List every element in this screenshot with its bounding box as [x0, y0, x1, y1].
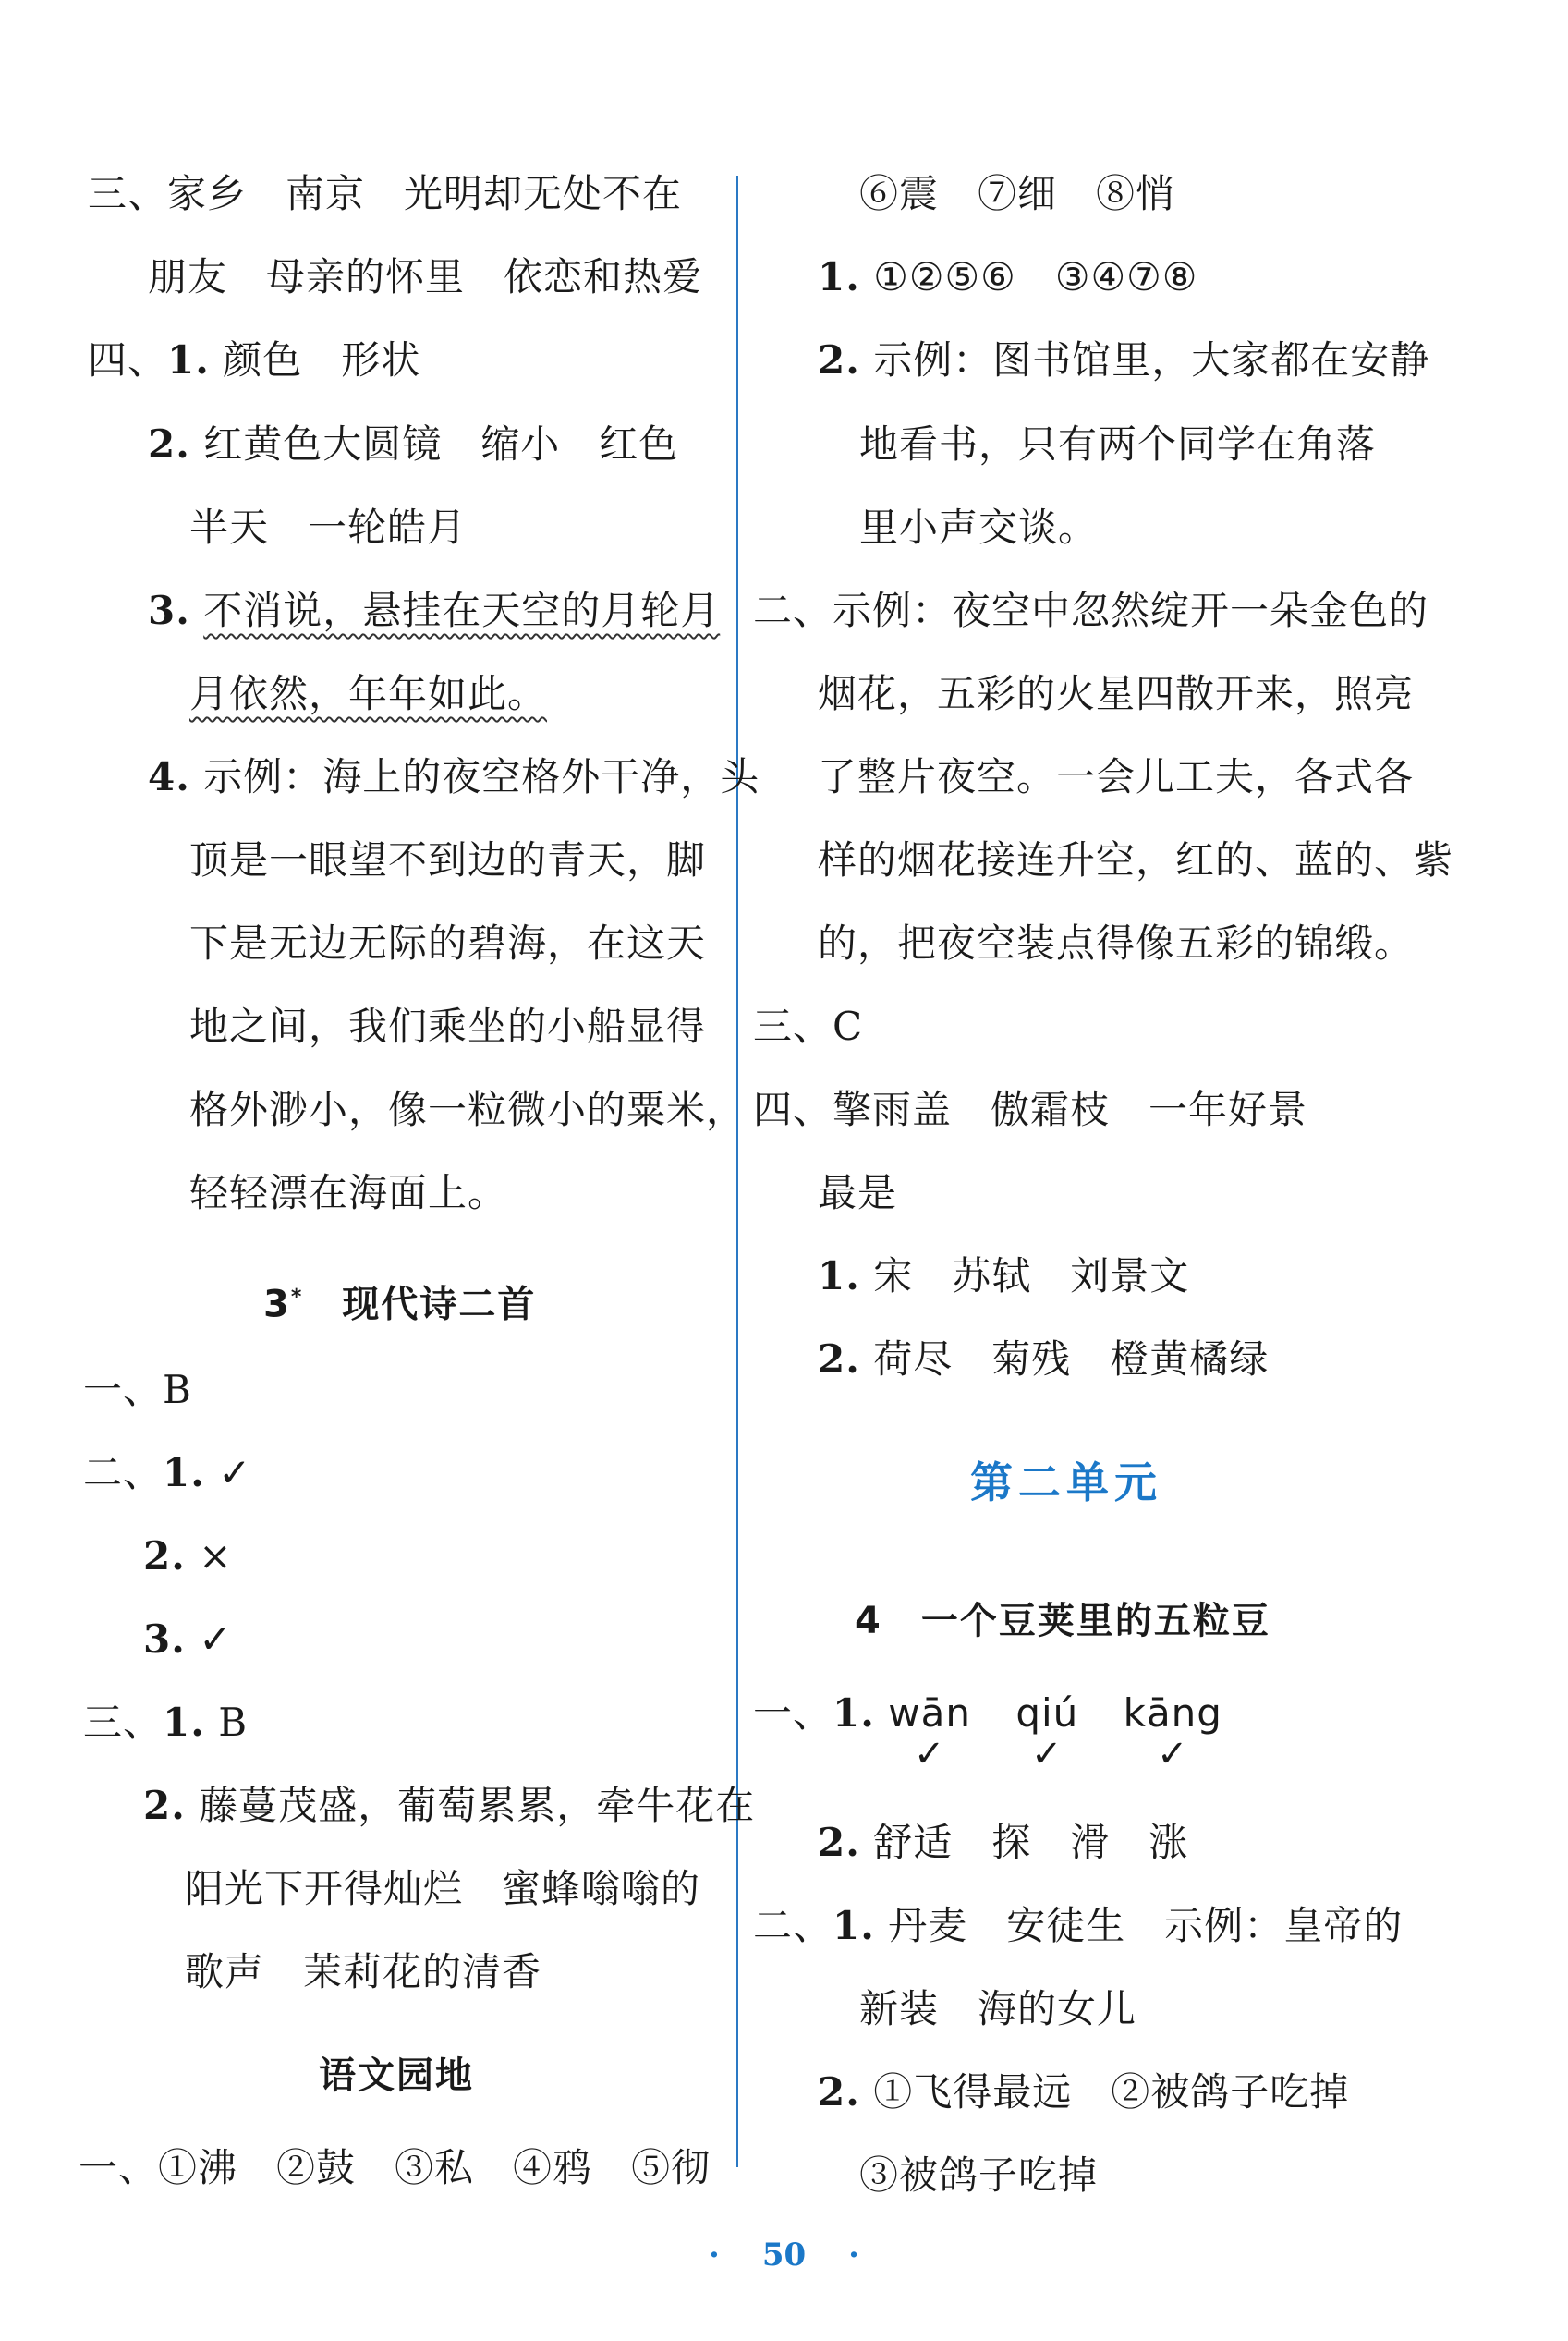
answer-line: 四、擎雨盖 傲霜枝 一年好景	[753, 1087, 1308, 1132]
section-heading: 4 一个豆荚里的五粒豆	[855, 1600, 1270, 1642]
answer-line: 二、1. 丹麦 安徒生 示例：皇帝的	[753, 1903, 1404, 1948]
answer-line: 三、1. B	[83, 1700, 249, 1745]
answer-line: 半天 一轮皓月	[189, 505, 468, 550]
answer-line: 2. ①飞得最远 ②被鸽子吃掉	[818, 2069, 1350, 2115]
check-mark: ✓	[913, 1733, 946, 1775]
answer-line: 2. ×	[143, 1533, 233, 1579]
answer-line: 二、示例：夜空中忽然绽开一朵金色的	[753, 588, 1429, 633]
section-heading: 3* 现代诗二首	[263, 1283, 537, 1326]
answer-line: 月依然，年年如此。	[189, 671, 548, 716]
answer-line: 顶是一眼望不到边的青天，脚	[189, 837, 707, 883]
answer-line: 下是无边无际的碧海，在这天	[189, 921, 707, 966]
answer-line: 2. 舒适 探 滑 涨	[818, 1820, 1189, 1865]
answer-line: 2. 红黄色大圆镜 缩小 红色	[148, 421, 679, 467]
answer-line: 的，把夜空装点得像五彩的锦缎。	[818, 921, 1415, 966]
check-mark: ✓	[1031, 1733, 1064, 1775]
pinyin-2: qiú ✓	[1015, 1689, 1078, 1737]
answer-line: ③被鸽子吃掉	[859, 2152, 1099, 2198]
answer-line: 三、C	[753, 1004, 864, 1049]
answer-line: 地之间，我们乘坐的小船显得	[189, 1004, 707, 1049]
answer-line: 歌声 茉莉花的清香	[185, 1949, 542, 1994]
answer-line: 4. 示例：海上的夜空格外干净，头	[148, 754, 760, 799]
answer-line: 2. 示例：图书馆里，大家都在安静	[818, 337, 1430, 383]
answer-line: 阳光下开得灿烂 蜜蜂嗡嗡的	[185, 1866, 701, 1911]
column-divider	[736, 176, 738, 2167]
check-mark: ✓	[1157, 1733, 1189, 1775]
section-heading: 语文园地	[319, 2054, 474, 2097]
answer-line: 烟花，五彩的火星四散开来，照亮	[818, 671, 1415, 716]
pinyin-answer-line: 一、1. wān ✓ qiú ✓ kāng ✓	[753, 1689, 1254, 1737]
answer-line: 轻轻漂在海面上。	[189, 1170, 508, 1215]
unit-title: 第二单元	[970, 1457, 1162, 1507]
answer-line: 2. 藤蔓茂盛，葡萄累累，牵牛花在	[143, 1783, 756, 1828]
answer-line: 1. 宋 苏轼 刘景文	[818, 1253, 1190, 1299]
pinyin-3: kāng ✓	[1124, 1689, 1222, 1737]
answer-line: 朋友 母亲的怀里 依恋和热爱	[148, 254, 703, 299]
answer-line: 里小声交谈。	[859, 505, 1099, 550]
answer-line: 3. 不消说，悬挂在天空的月轮月	[148, 588, 721, 633]
answer-line: 新装 海的女儿	[859, 1986, 1137, 2031]
answer-line: 最是	[818, 1170, 898, 1215]
answer-line: 地看书，只有两个同学在角落	[859, 421, 1377, 467]
answer-line: 格外渺小，像一粒微小的粟米，	[189, 1087, 747, 1132]
answer-line: 三、家乡 南京 光明却无处不在	[88, 171, 683, 216]
answer-line: 2. 荷尽 菊残 橙黄橘绿	[818, 1336, 1270, 1382]
right-column	[739, 0, 1568, 2341]
answer-line: 了整片夜空。一会儿工夫，各式各	[818, 754, 1415, 799]
pinyin-1: wān ✓	[888, 1689, 971, 1737]
answer-line: 一、①沸 ②鼓 ③私 ④鸦 ⑤彻	[79, 2145, 711, 2190]
answer-line: 一、B	[83, 1367, 192, 1412]
left-column	[0, 0, 760, 2341]
answer-line: 样的烟花接连升空，红的、蓝的、紫	[818, 837, 1454, 883]
answer-line: 四、1. 颜色 形状	[88, 337, 421, 383]
answer-line: 3. ✓	[143, 1616, 233, 1662]
answer-line: 1. ①②⑤⑥ ③④⑦⑧	[818, 254, 1198, 299]
answer-line: ⑥震 ⑦细 ⑧悄	[859, 171, 1176, 216]
page-number: · 50 ·	[708, 2237, 859, 2274]
answer-line: 二、1. ✓	[83, 1450, 252, 1495]
